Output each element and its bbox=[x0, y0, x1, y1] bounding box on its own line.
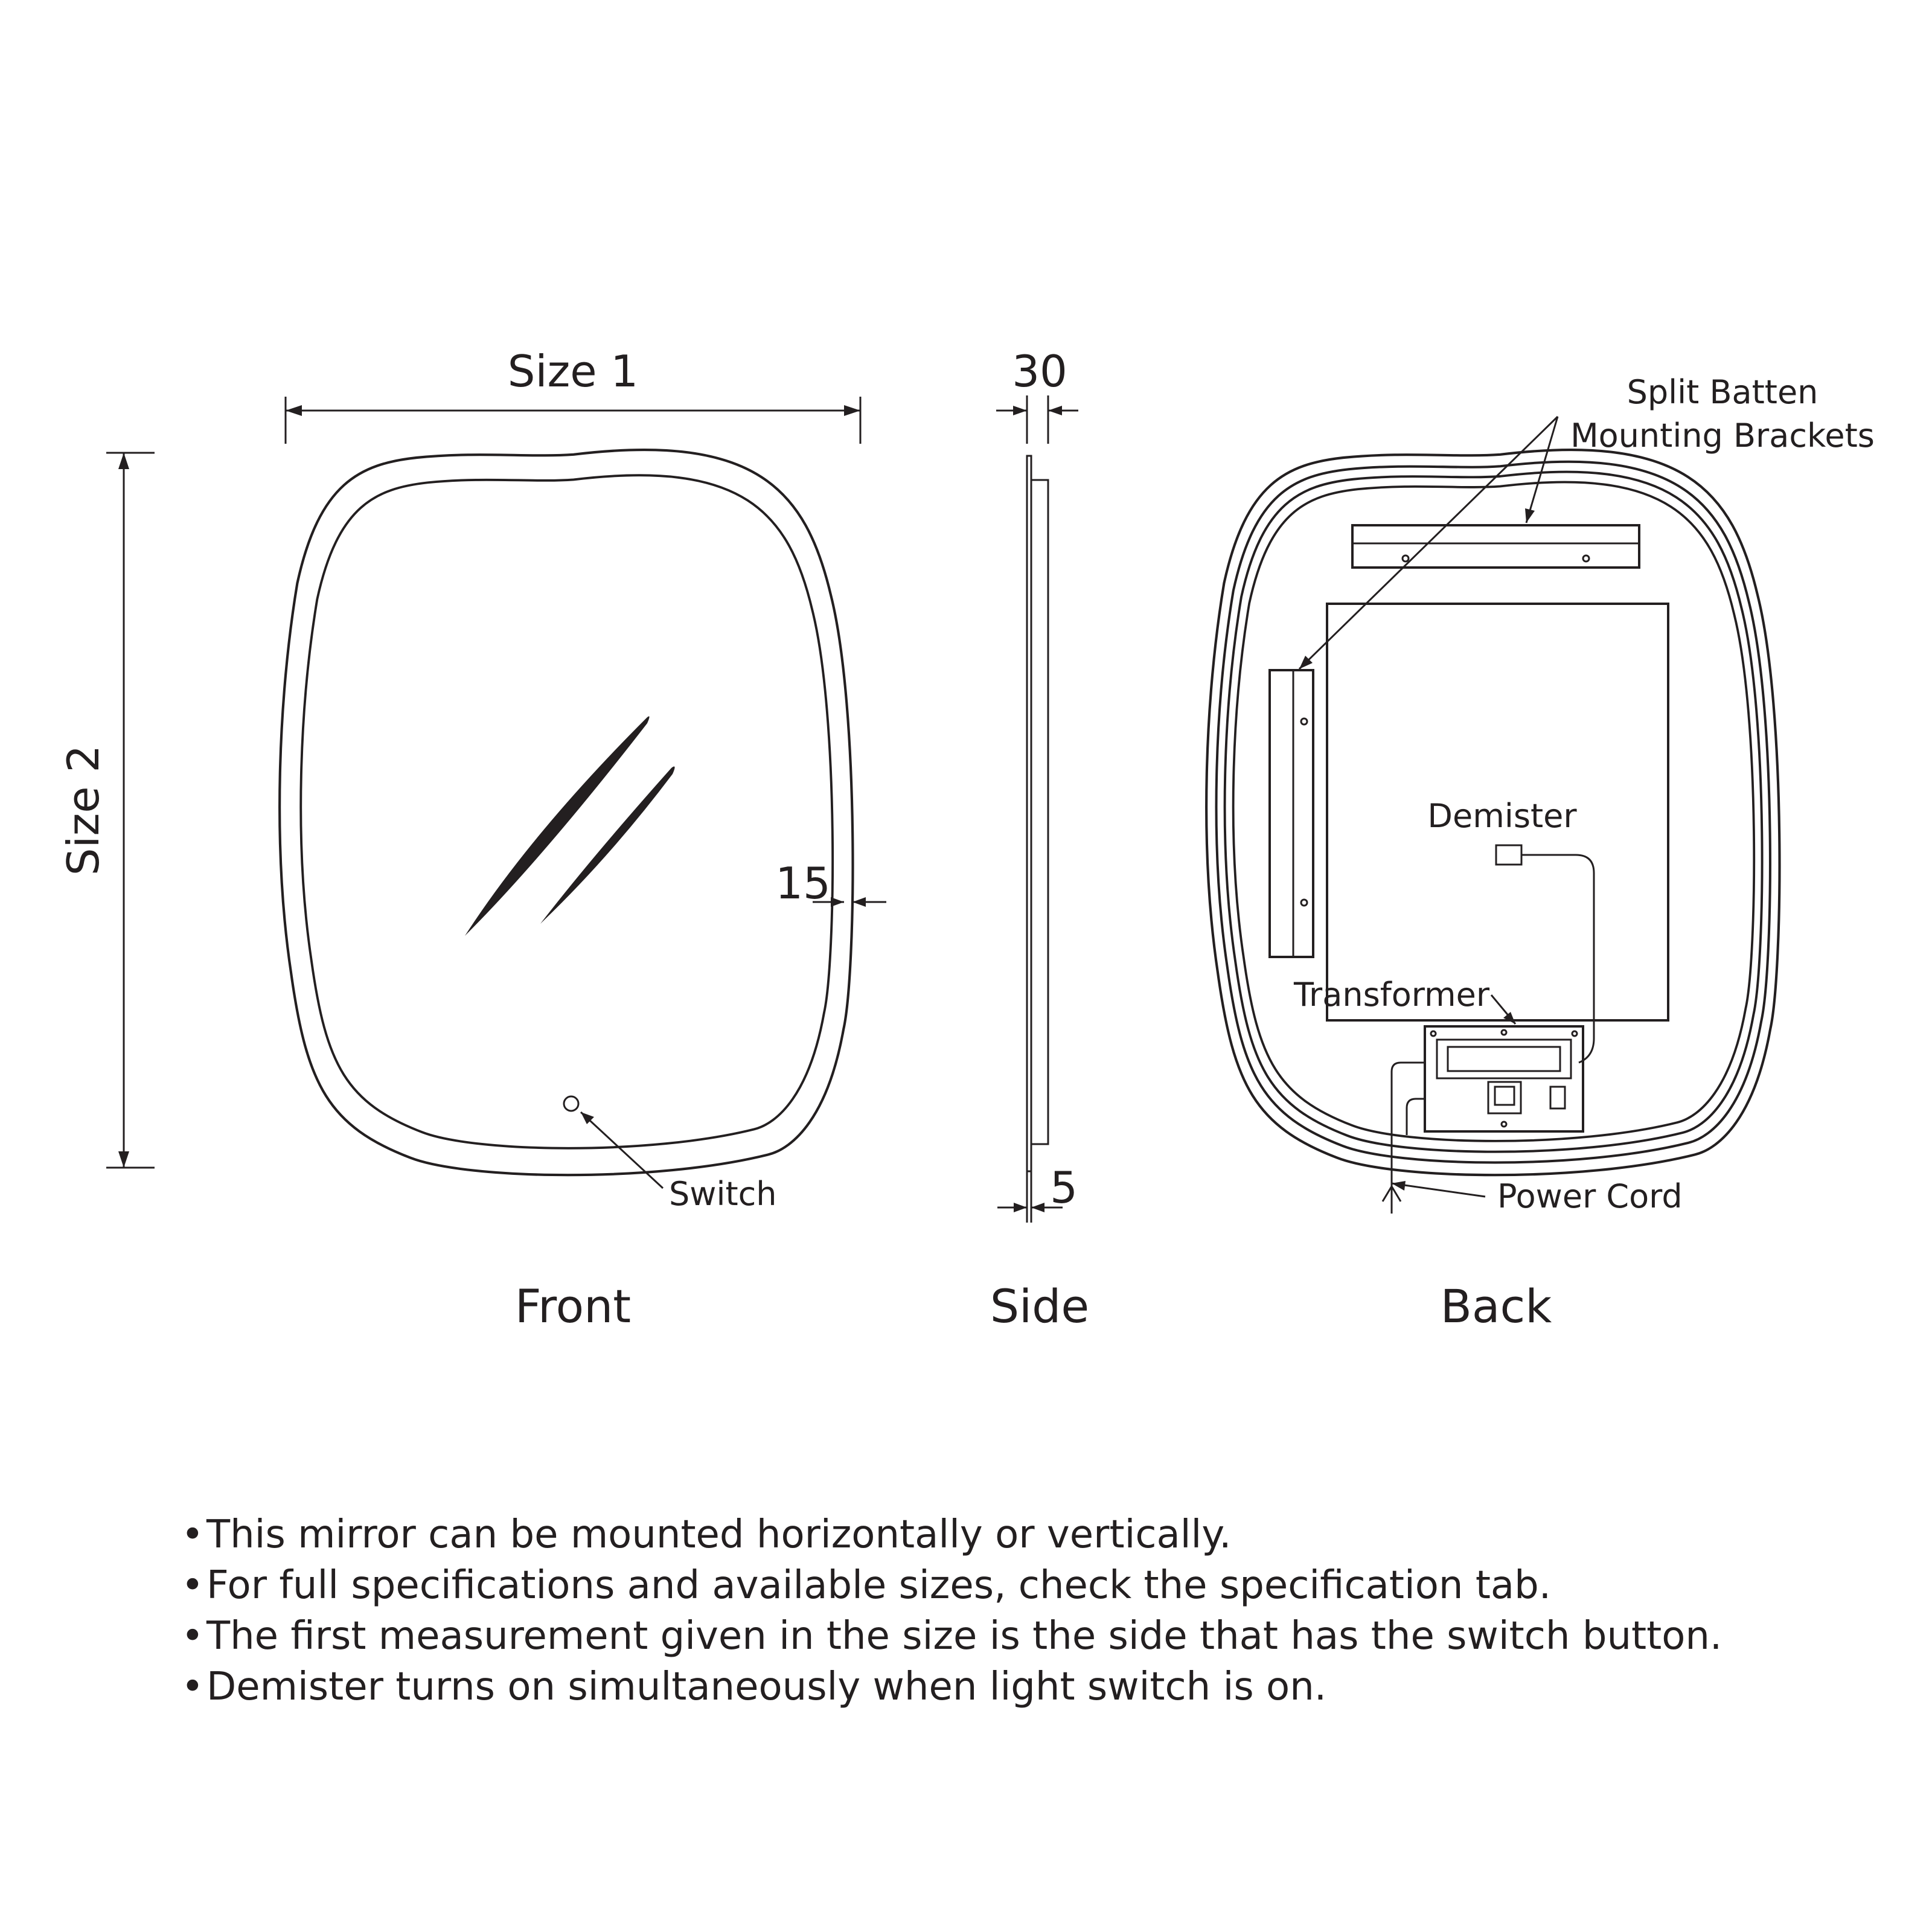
power-cord-leader bbox=[1392, 1183, 1485, 1197]
transformer-switch bbox=[1550, 1087, 1565, 1108]
top-batten-bracket bbox=[1352, 525, 1639, 568]
transformer-screw-tc bbox=[1502, 1030, 1506, 1035]
brackets-label-line2: Mounting Brackets bbox=[1570, 417, 1875, 455]
size2-arrow-bottom bbox=[118, 1151, 129, 1168]
switch-icon bbox=[564, 1096, 578, 1111]
side-view bbox=[990, 346, 1089, 1333]
transformer-plate bbox=[1437, 1040, 1571, 1078]
bracket-arrow-top bbox=[1525, 508, 1535, 523]
glass-thickness-label: 5 bbox=[1050, 1162, 1078, 1213]
size1-arrow-right bbox=[844, 405, 860, 416]
back-view-label: Back bbox=[1440, 1279, 1552, 1333]
side-frame bbox=[1031, 480, 1048, 1144]
reflection-stroke-short bbox=[540, 767, 675, 924]
side-batten-screw-1 bbox=[1301, 718, 1307, 724]
size1-arrow-left bbox=[286, 405, 302, 416]
power-cord-line-2 bbox=[1407, 1099, 1425, 1135]
notes-list bbox=[181, 1509, 1811, 1712]
frame-arrow-left bbox=[831, 897, 844, 907]
back-components bbox=[1270, 373, 1875, 1333]
transformer-arrow bbox=[1503, 1012, 1515, 1024]
side-batten-bracket bbox=[1270, 670, 1313, 957]
transformer-label: Transformer bbox=[1294, 976, 1490, 1014]
transformer-screw-bc bbox=[1502, 1122, 1506, 1127]
power-cord-label: Power Cord bbox=[1497, 1177, 1683, 1215]
transformer-screw-tl bbox=[1431, 1031, 1436, 1036]
depth-label: 30 bbox=[1012, 346, 1067, 397]
front-view bbox=[58, 346, 886, 1333]
frame-arrow-right bbox=[852, 897, 866, 907]
note-item: • This mirror can be mounted horizontally or vertically. bbox=[181, 1509, 1811, 1560]
front-view-label: Front bbox=[514, 1279, 632, 1333]
power-cord-tick-2 bbox=[1392, 1186, 1401, 1201]
glass-arrow-left bbox=[1014, 1203, 1027, 1212]
power-cord-tick-1 bbox=[1383, 1186, 1392, 1201]
demister-connector bbox=[1496, 845, 1521, 865]
size2-label: Size 2 bbox=[58, 744, 109, 876]
switch-label: Switch bbox=[669, 1175, 777, 1213]
note-item: • Demister turns on simultaneously when light switch is on. bbox=[181, 1662, 1811, 1712]
top-batten-screw-1 bbox=[1403, 555, 1409, 561]
transformer-slot bbox=[1448, 1047, 1560, 1071]
top-batten-screw-2 bbox=[1583, 555, 1589, 561]
transformer-socket-inner bbox=[1495, 1087, 1514, 1105]
size1-label: Size 1 bbox=[507, 346, 639, 397]
glass-arrow-right bbox=[1031, 1203, 1044, 1212]
depth-arrow-left bbox=[1013, 406, 1027, 415]
note-item: • For full specifications and available sizes, check the specification tab. bbox=[181, 1560, 1811, 1611]
note-item: • The first measurement given in the size is the side that has the switch button. bbox=[181, 1611, 1811, 1662]
switch-leader bbox=[581, 1112, 663, 1188]
size2-arrow-top bbox=[118, 453, 129, 469]
side-batten-screw-2 bbox=[1301, 900, 1307, 906]
transformer-screw-tr bbox=[1572, 1031, 1577, 1036]
brackets-label-line1: Split Batten bbox=[1627, 373, 1818, 411]
frame-depth-label: 15 bbox=[775, 858, 831, 909]
demister-label: Demister bbox=[1427, 797, 1577, 835]
depth-arrow-right bbox=[1048, 406, 1062, 415]
side-view-label: Side bbox=[990, 1279, 1090, 1333]
